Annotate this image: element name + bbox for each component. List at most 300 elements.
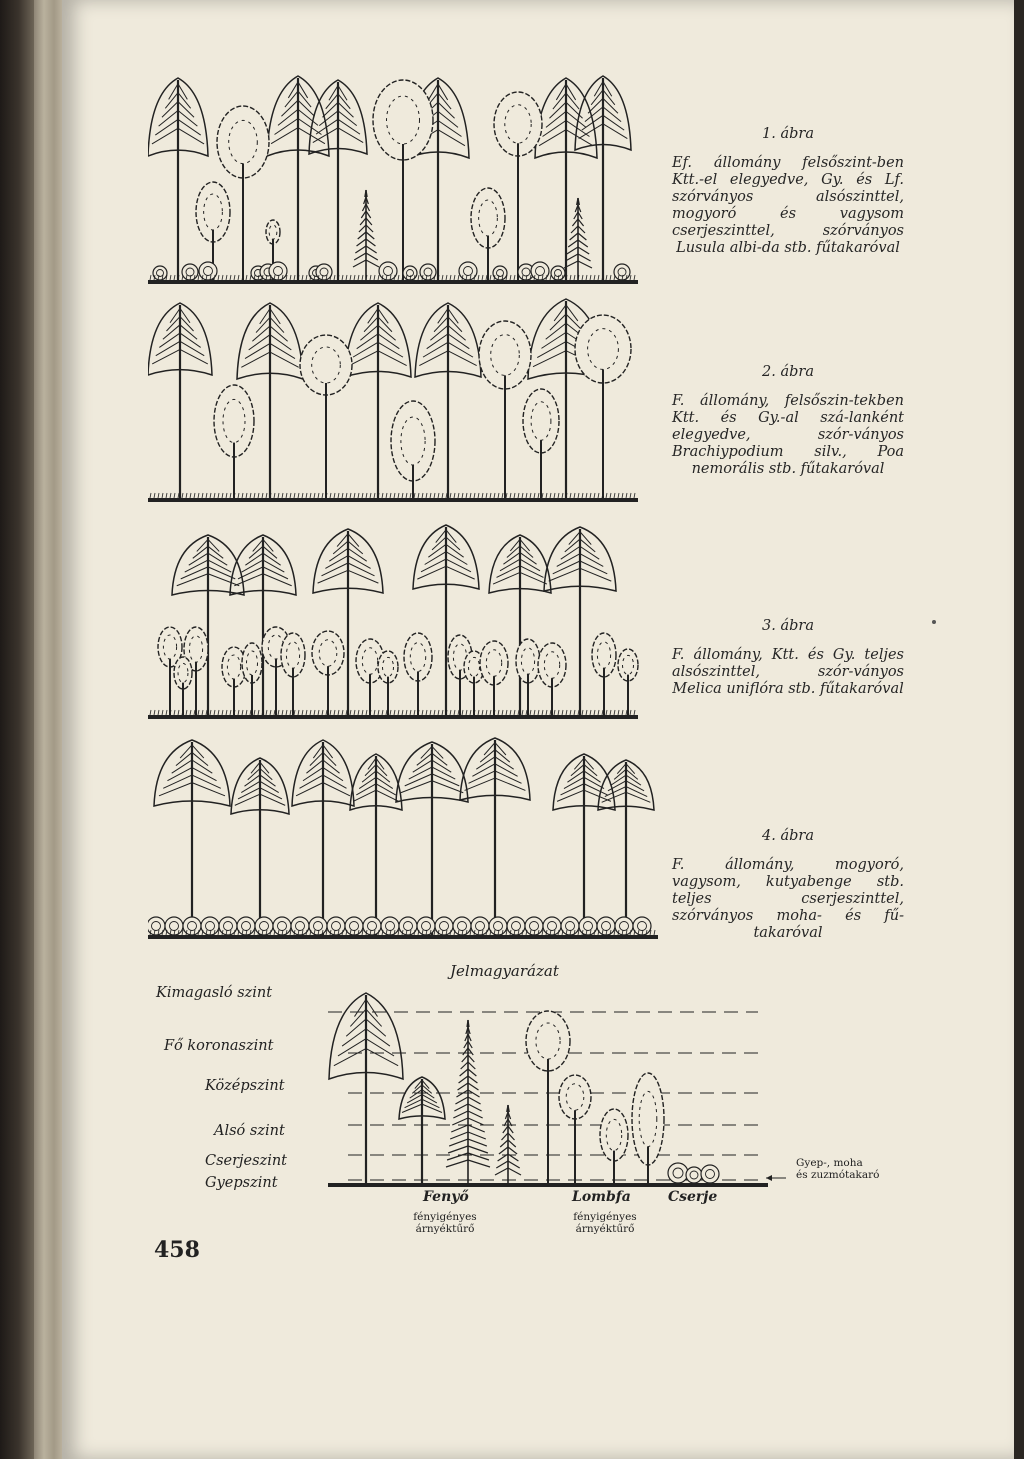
legend-sub-fenyo-light: fényigényes	[413, 1211, 477, 1223]
shrub-icon	[273, 917, 291, 935]
shrub-icon	[345, 917, 363, 935]
crown-vein	[325, 556, 348, 569]
crown-vein	[366, 1049, 398, 1066]
grass-blade	[174, 493, 175, 498]
ground-note-line-1: Gyep-, moha	[796, 1157, 863, 1169]
shrub-icon	[493, 266, 507, 280]
grass-blade	[434, 710, 435, 715]
grass-blade	[570, 275, 571, 280]
grass-blade	[390, 710, 391, 715]
grass-blade	[290, 275, 291, 280]
grass-blade	[302, 493, 303, 498]
grass-blade	[422, 710, 423, 715]
grass-blade	[422, 493, 423, 498]
grass-blade	[574, 493, 575, 498]
crown-vein	[553, 561, 580, 574]
grass-blade	[438, 493, 439, 498]
grass-blade	[466, 493, 467, 498]
grass-blade	[222, 275, 223, 280]
grass-blade	[354, 275, 355, 280]
crown-vein	[584, 784, 607, 795]
crown-vein	[322, 563, 349, 576]
crown-vein	[241, 781, 260, 792]
crown-vein	[413, 760, 432, 772]
crown-vein	[337, 534, 348, 547]
grass-blade	[442, 493, 443, 498]
grass-blade	[178, 710, 179, 715]
crown-vein	[263, 553, 281, 565]
figure-4-drawing	[148, 730, 660, 945]
grass-blade	[294, 275, 295, 280]
crown-vein	[177, 574, 208, 586]
crown-vein	[584, 771, 601, 782]
grass-blade	[626, 710, 627, 715]
grass-blade	[610, 493, 611, 498]
grass-blade	[546, 493, 547, 498]
crown-vein	[401, 781, 432, 793]
legend-sub-lombfa	[565, 1211, 645, 1235]
grass-blade	[190, 710, 191, 715]
crown-vein	[626, 764, 635, 774]
crown-vein	[448, 351, 477, 366]
grass-blade	[238, 275, 239, 280]
legend-ground-note	[796, 1157, 880, 1181]
grass-blade	[322, 493, 323, 498]
grass-blade	[294, 493, 295, 498]
crown-vein	[423, 342, 448, 357]
grass-blade	[486, 275, 487, 280]
grass-blade	[410, 493, 411, 498]
crown-vein	[432, 774, 459, 786]
grass-blade	[510, 275, 511, 280]
grass-blade	[218, 493, 219, 498]
legend-ground-line	[328, 1183, 768, 1187]
crown-vein	[410, 1090, 422, 1098]
crown-vein	[376, 790, 399, 801]
crown-vein	[520, 559, 540, 571]
grass-blade	[206, 493, 207, 498]
crown-vein	[500, 559, 520, 571]
grass-blade	[162, 493, 163, 498]
crown-vein	[167, 768, 192, 781]
crown-vein	[438, 111, 458, 127]
figure-3-caption	[672, 618, 904, 698]
figure-3-illustration	[148, 515, 660, 725]
grass-blade	[150, 710, 151, 715]
grass-blade	[366, 710, 367, 715]
shrub-icon	[417, 917, 435, 935]
crown-vein	[348, 563, 375, 576]
grass-blade	[302, 275, 303, 280]
crown-vein	[405, 1099, 422, 1107]
crown-vein	[323, 102, 338, 117]
crown-vein	[348, 548, 367, 561]
crown-vein	[338, 119, 360, 134]
crown-vein	[603, 81, 612, 96]
grass-blade	[198, 710, 199, 715]
grass-blade	[490, 275, 491, 280]
crown-vein	[270, 352, 299, 367]
crown-vein	[252, 326, 270, 341]
crown-vein	[594, 81, 603, 96]
grass-blade	[498, 710, 499, 715]
grass-blade	[250, 493, 251, 498]
crown-vein	[580, 568, 611, 581]
crown-vein	[546, 323, 566, 339]
grass-blade	[374, 275, 375, 280]
grass-blade	[322, 710, 323, 715]
crown-vein	[163, 325, 180, 339]
crown-vein	[178, 128, 204, 144]
ground-line	[148, 280, 638, 284]
crown-vein	[178, 111, 197, 127]
grass-blade	[314, 493, 315, 498]
grass-blade	[386, 710, 387, 715]
grass-blade	[434, 493, 435, 498]
crown-vein	[448, 325, 466, 340]
grass-blade	[238, 493, 239, 498]
grass-blade	[266, 493, 267, 498]
crown-vein	[313, 745, 323, 758]
grass-blade	[582, 493, 583, 498]
crown-vein	[495, 778, 525, 790]
grass-blade	[558, 493, 559, 498]
crown-vein	[263, 539, 273, 551]
grass-blade	[570, 493, 571, 498]
crown-vein	[446, 530, 456, 543]
crown-vein	[245, 775, 260, 786]
crown-vein	[405, 774, 432, 786]
crown-vein	[323, 783, 350, 796]
grass-blade	[430, 710, 431, 715]
crown-vein	[421, 559, 446, 572]
crown-vein	[495, 757, 514, 769]
grass-blade	[498, 493, 499, 498]
crown-vein	[520, 566, 543, 578]
grass-blade	[446, 493, 447, 498]
grass-blade	[358, 493, 359, 498]
crown-vein	[446, 559, 471, 572]
grass-blade	[234, 275, 235, 280]
grass-blade	[374, 493, 375, 498]
level-label-gyep: Gyepszint	[205, 1175, 278, 1191]
crown-vein	[353, 342, 378, 357]
crown-vein	[503, 553, 520, 565]
grass-blade	[330, 710, 331, 715]
grass-blade	[486, 493, 487, 498]
crown-vein	[617, 764, 626, 774]
grass-blade	[362, 710, 363, 715]
grass-blade	[574, 710, 575, 715]
grass-blade	[654, 930, 655, 935]
crown-vein	[611, 775, 626, 785]
grass-blade	[350, 710, 351, 715]
crown-vein	[564, 777, 584, 788]
legend-label-cserje: Cserje	[668, 1189, 718, 1205]
legend-sub-fenyo-shade: árnyéktűrő	[415, 1223, 475, 1235]
grass-blade	[218, 275, 219, 280]
grass-blade	[346, 275, 347, 280]
grass-blade	[598, 493, 599, 498]
grass-blade	[526, 493, 527, 498]
grass-blade	[378, 275, 379, 280]
crown-vein	[626, 792, 650, 802]
crown-vein	[152, 349, 180, 363]
grass-blade	[394, 493, 395, 498]
crown-vein	[318, 570, 348, 583]
grass-blade	[390, 493, 391, 498]
grass-blade	[210, 493, 211, 498]
grass-blade	[574, 275, 575, 280]
grass-blade	[582, 710, 583, 715]
crown-vein	[338, 102, 353, 117]
crown-vein	[546, 111, 566, 127]
grass-blade	[442, 710, 443, 715]
grass-blade	[334, 710, 335, 715]
level-label-kimagaslo: Kimagasló szint	[156, 985, 273, 1001]
crown-vein	[298, 119, 321, 135]
grass-blade	[378, 710, 379, 715]
crown-vein	[626, 775, 641, 785]
crown-vein	[520, 572, 547, 584]
grass-blade	[298, 710, 299, 715]
legend-sub-fenyo	[405, 1211, 485, 1235]
crown-vein	[208, 553, 227, 565]
crown-vein	[495, 764, 518, 776]
crown-vein	[296, 783, 323, 796]
grass-blade	[282, 710, 283, 715]
legend-sub-lombfa-light: fényigényes	[573, 1211, 637, 1223]
grass-blade	[462, 493, 463, 498]
grass-blade	[490, 493, 491, 498]
crown-vein	[554, 305, 566, 321]
crown-vein	[169, 84, 178, 100]
grass-blade	[242, 493, 243, 498]
crown-vein	[249, 335, 270, 350]
grass-blade	[522, 710, 523, 715]
crown-vein	[260, 788, 282, 799]
shrub-icon	[701, 1165, 719, 1183]
ground-line	[148, 715, 638, 719]
shrub-icon	[269, 262, 287, 280]
grass-blade	[502, 710, 503, 715]
grass-blade	[358, 710, 359, 715]
grass-blade	[586, 493, 587, 498]
crown-vein	[346, 1019, 366, 1036]
grass-blade	[546, 710, 547, 715]
figure-1-number: 1. ábra	[762, 126, 814, 142]
grass-blade	[230, 710, 231, 715]
grass-blade	[482, 710, 483, 715]
crown-vein	[561, 784, 584, 795]
crown-vein	[323, 745, 333, 758]
crown-vein	[271, 128, 298, 144]
crown-vein	[574, 758, 584, 769]
crown-vein	[495, 743, 506, 755]
crown-vein	[605, 787, 626, 797]
crown-vein	[298, 100, 315, 116]
grass-blade	[514, 275, 515, 280]
crown-vein	[584, 758, 594, 769]
grass-blade	[274, 493, 275, 498]
grass-blade	[214, 493, 215, 498]
crown-vein	[626, 781, 644, 791]
grass-blade	[450, 275, 451, 280]
crown-vein	[353, 790, 376, 801]
crown-vein	[263, 560, 284, 572]
figure-2-caption	[672, 364, 904, 478]
figure-4-caption	[672, 828, 904, 942]
grass-blade	[262, 493, 263, 498]
crown-vein	[603, 98, 618, 113]
crown-vein	[260, 309, 270, 324]
grass-blade	[198, 493, 199, 498]
grass-blade	[318, 493, 319, 498]
crown-vein	[329, 85, 338, 100]
crown-vein	[163, 775, 192, 788]
figure-4-text: F. állomány, mogyoró, vagysom, kutyabenge stb. teljes cserjeszinttel, szórványos moha- és fű-takaróval	[672, 857, 904, 941]
grass-blade	[198, 275, 199, 280]
book-spine-edge	[34, 0, 54, 1459]
grass-blade	[590, 493, 591, 498]
shrub-icon	[525, 917, 543, 935]
crown-vein	[366, 999, 378, 1016]
grass-blade	[354, 493, 355, 498]
crown-vein	[557, 554, 580, 567]
grass-blade	[282, 493, 283, 498]
grass-blade	[222, 710, 223, 715]
grass-blade	[306, 493, 307, 498]
crown-vein	[357, 334, 378, 349]
grass-blade	[230, 275, 231, 280]
grass-blade	[530, 710, 531, 715]
crown-vein	[603, 124, 627, 139]
grass-blade	[306, 275, 307, 280]
grass-blade	[598, 710, 599, 715]
grass-blade	[458, 493, 459, 498]
grass-blade	[558, 710, 559, 715]
crown-vein	[323, 775, 346, 788]
grass-blade	[158, 493, 159, 498]
crown-vein	[338, 128, 363, 143]
crown-vein	[425, 552, 446, 565]
crown-vein	[376, 758, 384, 769]
grass-blade	[170, 493, 171, 498]
crown-vein	[549, 568, 580, 581]
legend-title: Jelmagyarázat	[450, 962, 559, 980]
grass-blade	[634, 710, 635, 715]
grass-blade	[238, 710, 239, 715]
grass-blade	[626, 493, 627, 498]
crown-vein	[566, 111, 586, 127]
grass-blade	[250, 275, 251, 280]
grass-blade	[354, 710, 355, 715]
crown-vein	[402, 1104, 422, 1112]
crown-vein	[378, 308, 388, 323]
crown-vein	[245, 553, 263, 565]
grass-blade	[186, 710, 187, 715]
crown-vein	[155, 119, 178, 135]
grass-blade	[278, 710, 279, 715]
grass-blade	[178, 493, 179, 498]
grass-blade	[166, 710, 167, 715]
grass-blade	[370, 493, 371, 498]
grass-blade	[474, 493, 475, 498]
level-label-cserje: Cserjeszint	[205, 1153, 288, 1169]
grass-blade	[482, 275, 483, 280]
crown-vein	[192, 745, 204, 758]
crown-vein	[189, 553, 208, 565]
crown-vein	[584, 777, 604, 788]
grass-blade	[454, 275, 455, 280]
grass-blade	[630, 493, 631, 498]
crown-vein	[270, 335, 291, 350]
crown-vein	[180, 341, 204, 355]
level-label-kozep: Középszint	[205, 1078, 285, 1094]
crown-vein	[178, 102, 194, 118]
grass-blade	[530, 493, 531, 498]
crown-vein	[520, 553, 537, 565]
crown-vein	[432, 746, 443, 758]
crown-vein	[427, 334, 448, 349]
grass-blade	[606, 493, 607, 498]
grass-blade	[386, 493, 387, 498]
crown-vein	[270, 309, 280, 324]
margin-dot	[932, 620, 936, 624]
grass-blade	[630, 275, 631, 280]
crown-vein	[159, 783, 192, 796]
shrub-icon	[309, 917, 327, 935]
shrub-icon	[668, 1163, 688, 1183]
grass-blade	[562, 493, 563, 498]
crown-vein	[208, 539, 219, 551]
crown-vein	[178, 119, 201, 135]
grass-blade	[270, 710, 271, 715]
crown-vein	[448, 334, 469, 349]
crown-vein	[323, 768, 343, 781]
crown-vein	[156, 341, 180, 355]
figure-4-illustration	[148, 730, 660, 945]
grass-blade	[634, 275, 635, 280]
grass-blade	[154, 493, 155, 498]
grass-blade	[306, 710, 307, 715]
grass-blade	[426, 493, 427, 498]
grass-blade	[486, 710, 487, 715]
grass-blade	[210, 710, 211, 715]
grass-blade	[578, 493, 579, 498]
grass-blade	[258, 493, 259, 498]
crown-vein	[446, 552, 467, 565]
crown-vein	[580, 561, 607, 574]
figure-3-number: 3. ábra	[762, 618, 814, 634]
crown-vein	[520, 539, 530, 551]
crown-vein	[421, 746, 432, 758]
grass-blade	[330, 493, 331, 498]
shrub-icon	[633, 917, 651, 935]
grass-blade	[162, 710, 163, 715]
crown-vein	[354, 999, 366, 1016]
crown-vein	[192, 783, 225, 796]
crown-vein	[197, 539, 208, 551]
legend-drawing	[318, 975, 788, 1190]
grass-blade	[166, 493, 167, 498]
crown-vein	[376, 784, 396, 795]
grass-blade	[618, 710, 619, 715]
grass-blade	[602, 710, 603, 715]
crown-vein	[192, 768, 217, 781]
crown-vein	[260, 762, 269, 773]
grass-blade	[446, 275, 447, 280]
